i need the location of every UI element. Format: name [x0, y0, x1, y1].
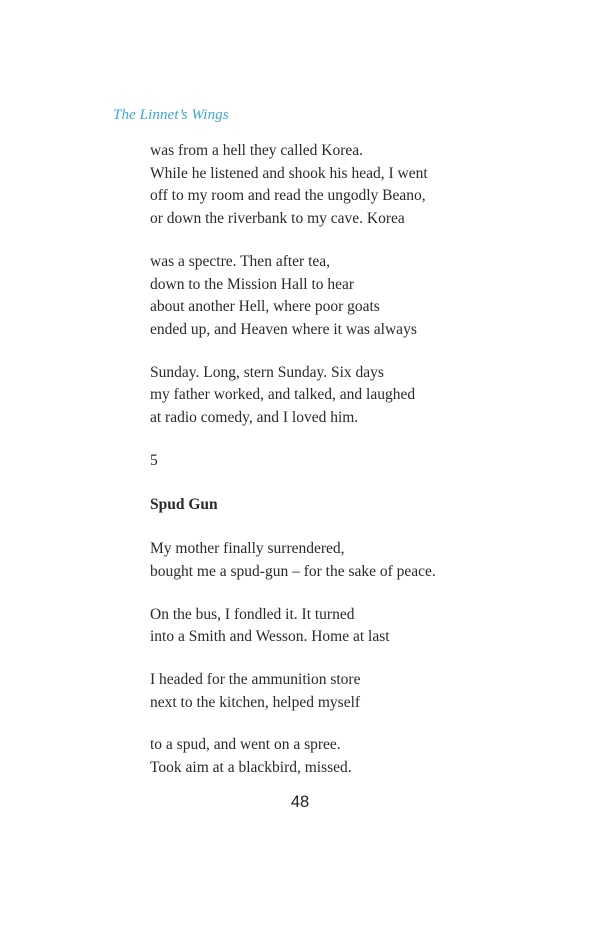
stanza	[150, 140, 570, 231]
poem-line: bought me a spud-gun – for the sake of peace.	[150, 562, 436, 580]
stanza	[150, 734, 570, 779]
section-number: 5	[150, 451, 158, 469]
poem-line: off to my room and read the ungodly Beano,	[150, 187, 426, 205]
stanza	[150, 251, 570, 342]
poem-line: down to the Mission Hall to hear	[150, 275, 355, 293]
poem-body	[150, 140, 570, 780]
poem-line: about another Hell, where poor goats	[150, 298, 380, 316]
poem-line: at radio comedy, and I loved him.	[150, 409, 359, 427]
stanza	[150, 604, 570, 649]
poem-line: was a spectre. Then after tea,	[150, 252, 331, 270]
poem-line: my father worked, and talked, and laughed	[150, 386, 416, 404]
stanza	[150, 538, 570, 583]
poem-line: into a Smith and Wesson. Home at last	[150, 628, 390, 646]
poem-line: I headed for the ammunition store	[150, 670, 361, 688]
poem-line: While he listened and shook his head, I went	[150, 164, 428, 182]
poem-line: Sunday. Long, stern Sunday. Six days	[150, 363, 384, 381]
poem-line: to a spud, and went on a spree.	[150, 736, 341, 754]
poem-line: next to the kitchen, helped myself	[150, 693, 361, 711]
poem-line: or down the riverbank to my cave. Korea	[150, 210, 405, 228]
stanza	[150, 362, 570, 430]
running-head: The Linnet’s Wings	[113, 107, 229, 123]
poem-line: was from a hell they called Korea.	[150, 142, 364, 159]
poem-line: My mother finally surrendered,	[150, 540, 345, 558]
page-number: 48	[290, 793, 310, 811]
poem-line: On the bus, I fondled it. It turned	[150, 605, 355, 623]
poem-line: ended up, and Heaven where it was always	[150, 320, 417, 338]
stanza	[150, 669, 570, 714]
poem-title: Spud Gun	[150, 496, 218, 514]
poem-line: Took aim at a blackbird, missed.	[150, 759, 352, 777]
